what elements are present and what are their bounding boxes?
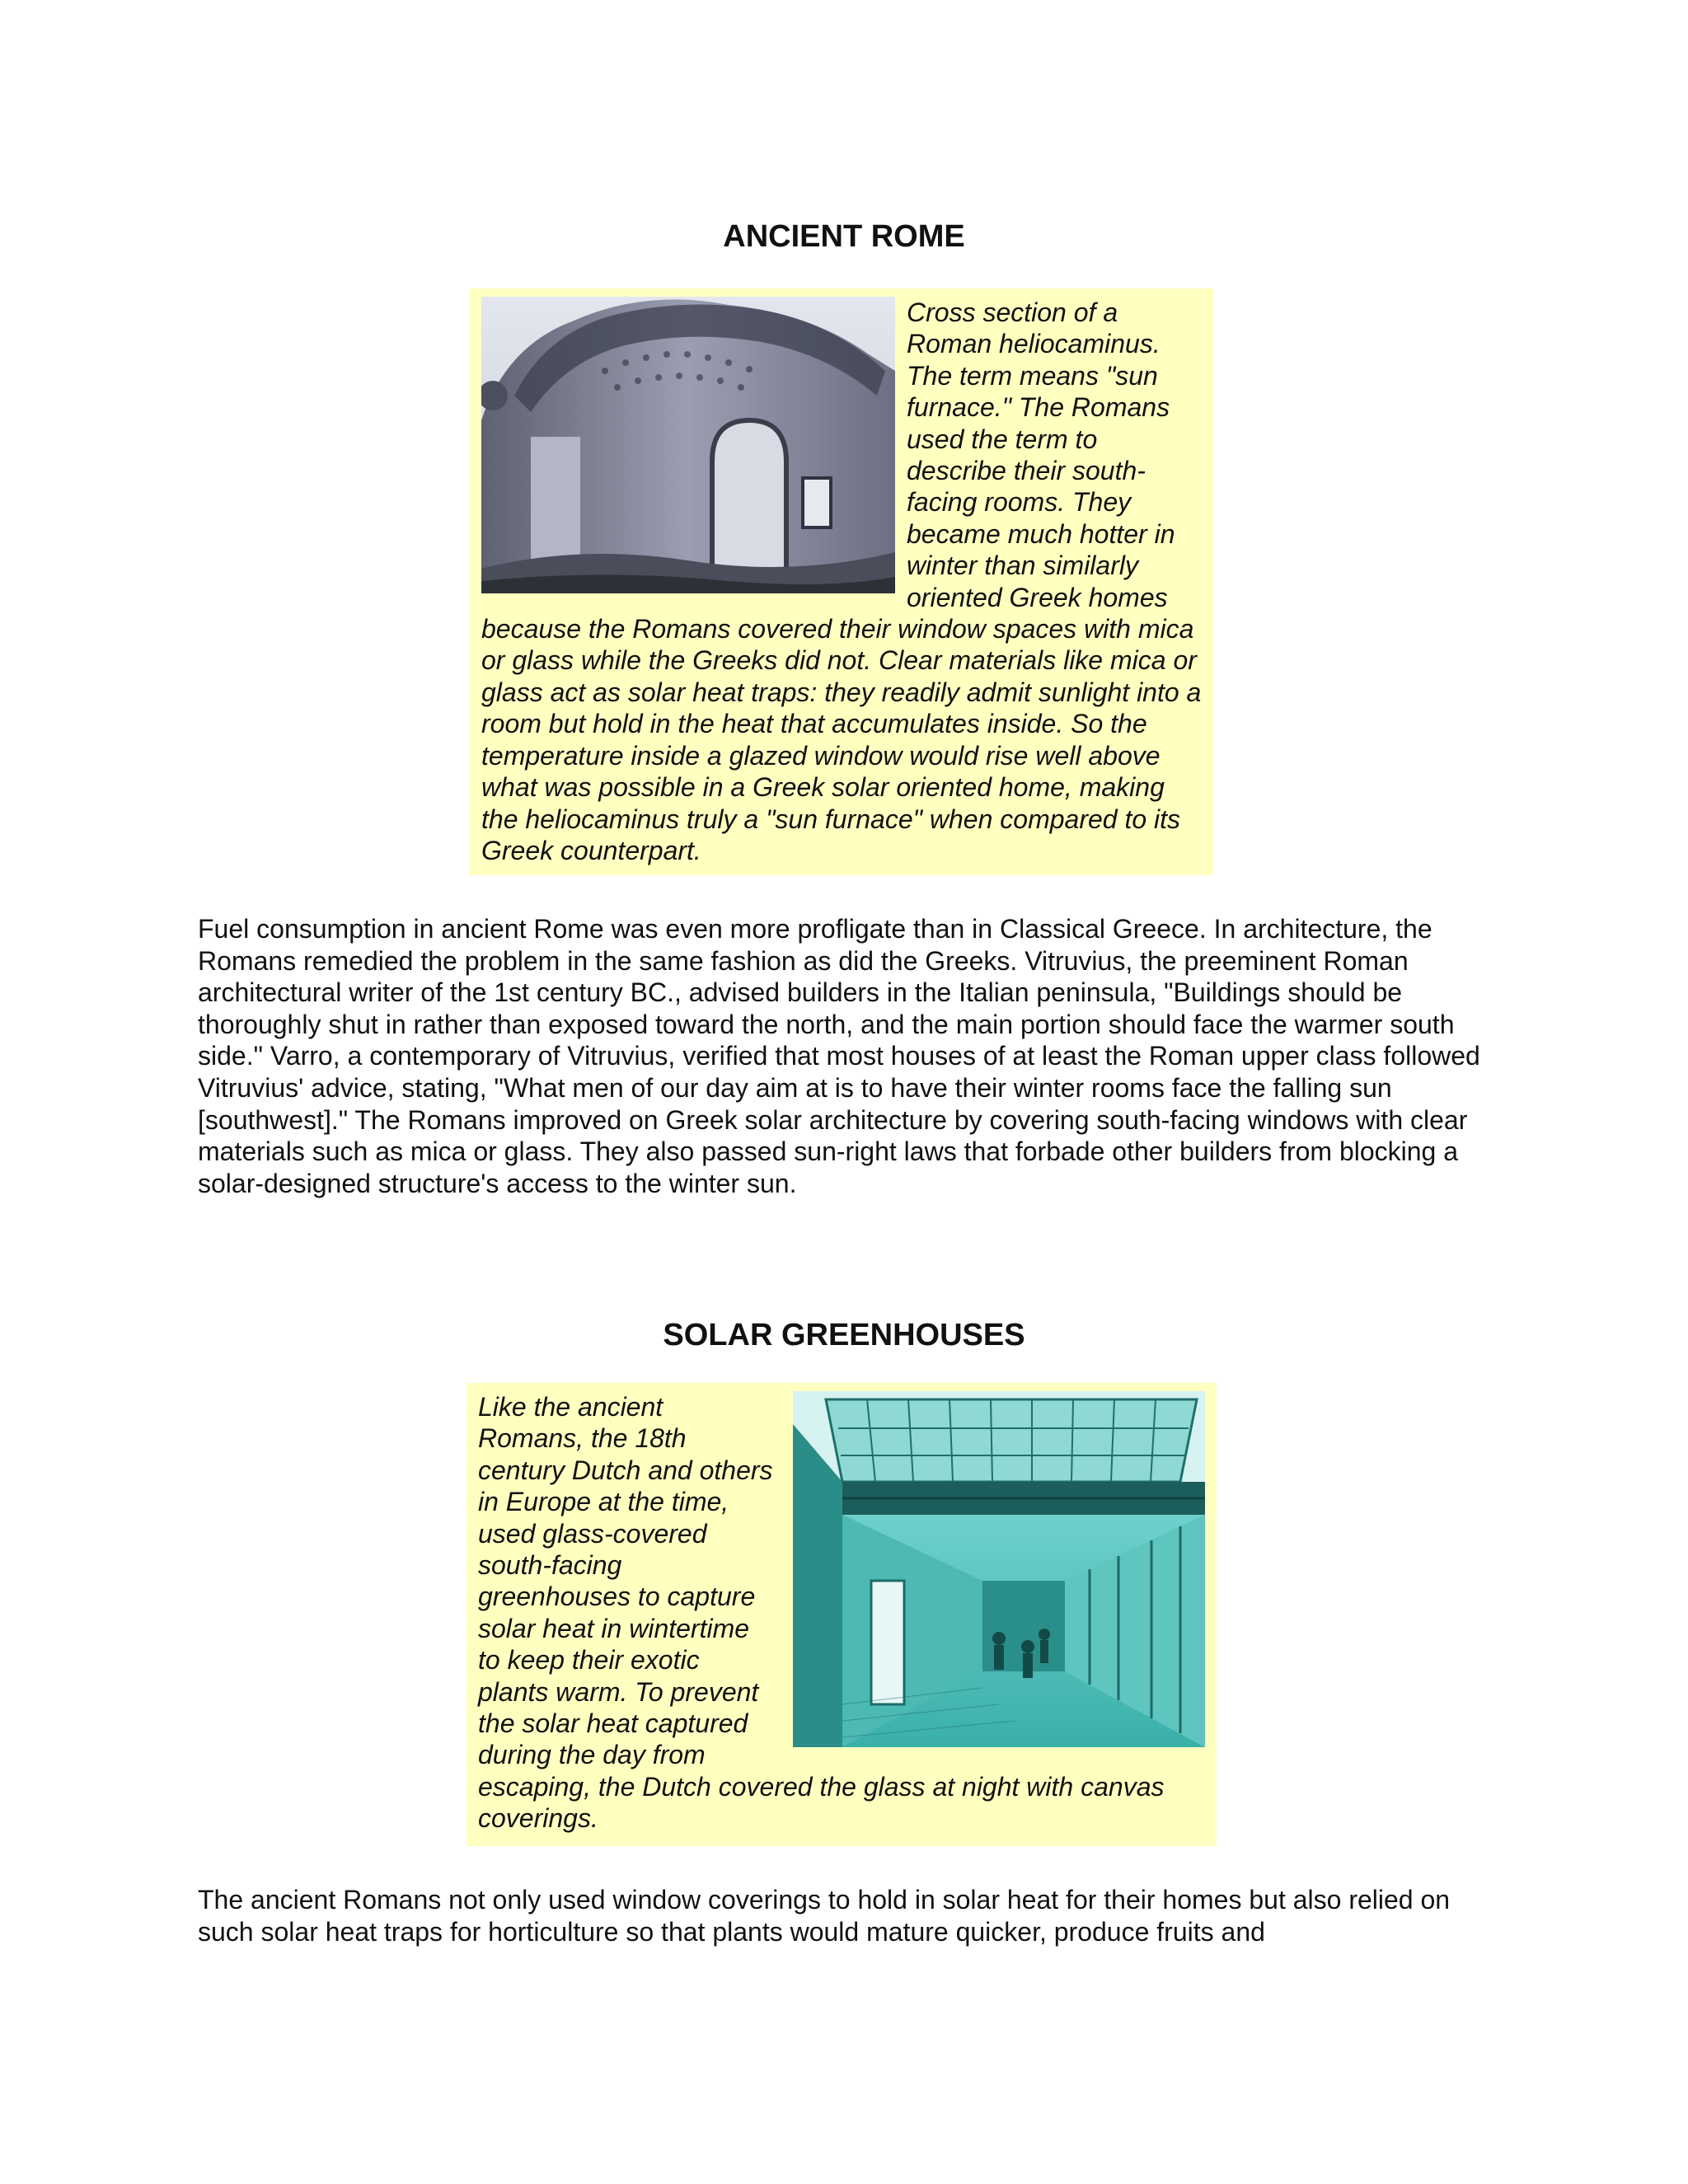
- section-heading-ancient-rome: ANCIENT ROME: [723, 219, 965, 254]
- solar-greenhouses-body-paragraph: The ancient Romans not only used window coverings to hold in solar heat for their homes but also relied on such solar heat traps for horticulture so that plants would mature quicker, produce fruits and: [198, 1885, 1451, 1947]
- section-heading-solar-greenhouses: SOLAR GREENHOUSES: [663, 1318, 1025, 1352]
- heliocaminus-caption: Cross section of a Roman heliocaminus. The term means "sun furnace." The Romans used the term to describe their south-facing rooms. They became much hotter in winter than similarly oriented Greek homes because the Romans covered their window spaces with mica or glass while the Greeks did not. Clear materials like mica or glass act as solar heat traps: they readily admit sunlight into a room but hold in the heat that accumulates inside. So the temperature inside a glazed window would rise well above what was possible in a Greek solar oriented home, making the heliocaminus truly a "sun furnace" when compared to its Greek counterpart.: [481, 298, 1202, 865]
- dutch-greenhouse-engraving: [793, 1391, 1205, 1747]
- caption-box-dutch-greenhouse: [467, 1383, 1217, 1846]
- ancient-rome-body-paragraph: Fuel consumption in ancient Rome was even more profligate than in Classical Greece. In architecture, the Romans remedied the problem in the same fashion as did the Greeks. Vitruvius, the preeminent Roman architectural writer of the 1st century BC., advised builders in the Italian peninsula, "Buildings should be thoroughly shut in rather than exposed toward the north, and the main portion should face the warmer south side." Varro, a contemporary of Vitruvius, verified that most houses of at least the Roman upper class followed Vitruvius' advice, stating, "What men of our day aim at is to have their winter rooms face the falling sun [southwest]." The Romans improved on Greek solar architecture by covering south-facing windows with clear materials such as mica or glass. They also passed sun-right laws that forbade other builders from blocking a solar-designed structure's access to the winter sun.: [198, 914, 1480, 1198]
- heliocaminus-photo: [481, 297, 895, 593]
- caption-box-heliocaminus: [470, 288, 1213, 875]
- dutch-greenhouse-caption: Like the ancient Romans, the 18th century Dutch and others in Europe at the time, used glass-covered south-facing greenhouses to capture solar heat in wintertime to keep their exotic plants warm. To prevent the solar heat captured during the day from escaping, the Dutch covered the glass at night with canvas coverings.: [478, 1392, 1165, 1834]
